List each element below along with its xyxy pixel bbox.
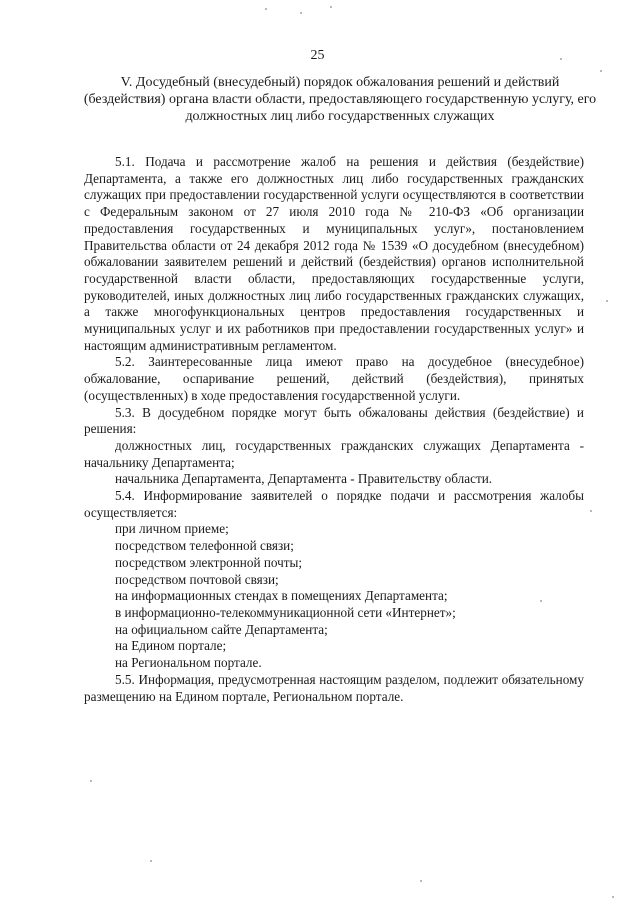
- scan-speck: [90, 780, 92, 782]
- page-number: 25: [310, 48, 325, 63]
- scan-speck: [150, 860, 152, 862]
- channel-item: на Региональном портале.: [115, 655, 262, 671]
- scan-speck: [265, 8, 267, 10]
- channel-item: на информационных стендах в помещениях Департамента;: [115, 588, 448, 604]
- scan-speck: [606, 300, 608, 302]
- paragraph-5-2: 5.2. Заинтересованные лица имеют право на досудебное (внесудебное) обжалование, оспаривание решений, действий (бездействия), принятых (осуществленных) в ходе предоставления государственной услуги.: [84, 354, 584, 403]
- channel-item: посредством электронной почты;: [115, 554, 303, 570]
- scan-speck: [330, 6, 332, 8]
- scan-speck: [612, 896, 614, 898]
- channel-item: при личном приеме;: [115, 521, 229, 537]
- scan-speck: [600, 70, 602, 72]
- scan-speck: [420, 880, 422, 882]
- document-body: [84, 154, 584, 705]
- channel-item: в информационно-телекоммуникационной сети «Интернет»;: [115, 604, 456, 620]
- section-heading: V. Досудебный (внесудебный) порядок обжалования решений и действий (бездействия) органа власти области, предоставляющего государственную услугу, его должностных лиц либо государственных служащих: [83, 75, 597, 124]
- scan-speck: [540, 600, 542, 602]
- scan-speck: [300, 12, 302, 14]
- scan-speck: [560, 58, 562, 60]
- paragraph-5-5: 5.5. Информация, предусмотренная настоящим разделом, подлежит обязательному размещению на Едином портале, Региональном портале.: [84, 671, 584, 704]
- paragraph-5-3: 5.3. В досудебном порядке могут быть обжалованы действия (бездействие) и решения:: [84, 404, 584, 437]
- paragraph-5-3-item-head: начальника Департамента, Департамента - Правительству области.: [115, 471, 493, 487]
- paragraph-5-4: 5.4. Информирование заявителей о порядке подачи и рассмотрения жалобы осуществляется:: [84, 488, 584, 520]
- channel-item: посредством почтовой связи;: [115, 571, 279, 587]
- channel-item: на официальном сайте Департамента;: [115, 621, 328, 637]
- paragraph-5-3-item-officials: должностных лиц, государственных гражданских служащих Департамента - начальнику Департамента;: [84, 437, 584, 470]
- channel-item: посредством телефонной связи;: [115, 538, 294, 554]
- scan-speck: [590, 510, 592, 512]
- channel-item: на Едином портале;: [115, 638, 227, 654]
- paragraph-5-1: 5.1. Подача и рассмотрение жалоб на решения и действия (бездействие) Департамента, а также его должностных лиц либо государственных гражданских служащих при предоставлении государственной услуги осуществляются в соответствии с Федеральным законом от 27 июля 2010 года № 210-ФЗ «Об организации предоставления государственных и муниципальных услуг», постановлением Правительства области от 24 декабря 2012 года № 1539 «О досудебном (внесудебном) обжаловании заявителем решений и действий (бездействия) органов исполнительной государственной власти области, предоставляющих государственные услуги, руководителей, иных должностных лиц либо государственных гражданских служащих, а также многофункциональных центров предоставления государственных и муниципальных услуг и их работников при предоставлении государственных услуг» и настоящим административным регламентом.: [84, 154, 584, 353]
